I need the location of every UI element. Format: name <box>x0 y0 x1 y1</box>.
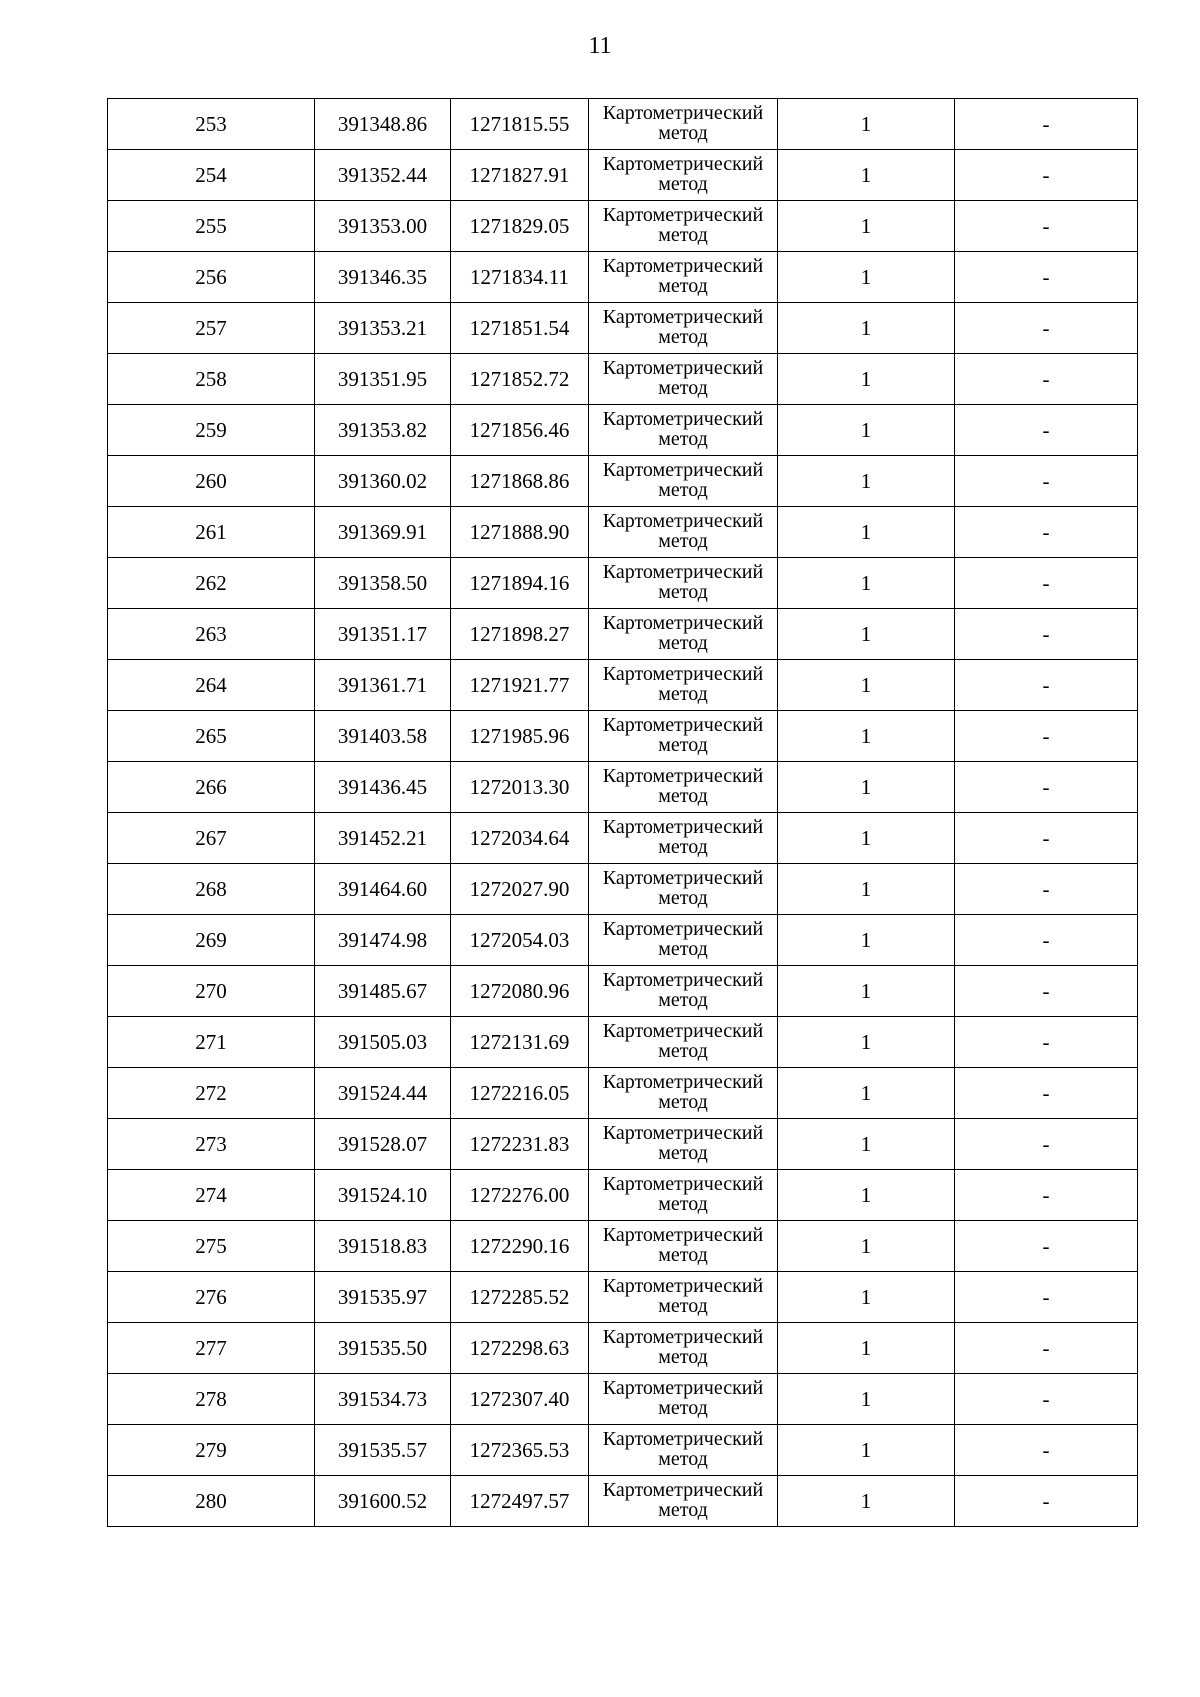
point-number-cell: 262 <box>108 558 315 609</box>
y-coordinate-cell: 1272054.03 <box>451 915 589 966</box>
table-row <box>108 1476 1138 1527</box>
point-number-cell: 254 <box>108 150 315 201</box>
y-coordinate-cell: 1271827.91 <box>451 150 589 201</box>
method-cell: Картометрический метод <box>589 1374 778 1425</box>
table-row <box>108 558 1138 609</box>
method-cell: Картометрический метод <box>589 711 778 762</box>
table-row <box>108 201 1138 252</box>
x-coordinate-cell: 391464.60 <box>315 864 451 915</box>
y-coordinate-cell: 1271829.05 <box>451 201 589 252</box>
method-cell: Картометрический метод <box>589 558 778 609</box>
accuracy-cell: 1 <box>778 1119 955 1170</box>
point-number-cell: 265 <box>108 711 315 762</box>
point-number-cell: 267 <box>108 813 315 864</box>
y-coordinate-cell: 1272013.30 <box>451 762 589 813</box>
method-cell: Картометрический метод <box>589 762 778 813</box>
method-cell: Картометрический метод <box>589 1476 778 1527</box>
note-cell: - <box>955 201 1138 252</box>
note-cell: - <box>955 1425 1138 1476</box>
x-coordinate-cell: 391369.91 <box>315 507 451 558</box>
y-coordinate-cell: 1272231.83 <box>451 1119 589 1170</box>
method-cell: Картометрический метод <box>589 813 778 864</box>
method-cell: Картометрический метод <box>589 354 778 405</box>
table-row <box>108 1272 1138 1323</box>
point-number-cell: 274 <box>108 1170 315 1221</box>
coordinates-table <box>107 98 1138 1527</box>
point-number-cell: 277 <box>108 1323 315 1374</box>
x-coordinate-cell: 391353.82 <box>315 405 451 456</box>
y-coordinate-cell: 1272290.16 <box>451 1221 589 1272</box>
y-coordinate-cell: 1271898.27 <box>451 609 589 660</box>
method-cell: Картометрический метод <box>589 609 778 660</box>
method-cell: Картометрический метод <box>589 1170 778 1221</box>
table-row <box>108 99 1138 150</box>
table-row <box>108 1017 1138 1068</box>
point-number-cell: 263 <box>108 609 315 660</box>
method-cell: Картометрический метод <box>589 201 778 252</box>
y-coordinate-cell: 1271888.90 <box>451 507 589 558</box>
method-cell: Картометрический метод <box>589 456 778 507</box>
x-coordinate-cell: 391505.03 <box>315 1017 451 1068</box>
accuracy-cell: 1 <box>778 201 955 252</box>
table-row <box>108 813 1138 864</box>
y-coordinate-cell: 1272285.52 <box>451 1272 589 1323</box>
table-row <box>108 1425 1138 1476</box>
note-cell: - <box>955 762 1138 813</box>
point-number-cell: 256 <box>108 252 315 303</box>
point-number-cell: 266 <box>108 762 315 813</box>
point-number-cell: 273 <box>108 1119 315 1170</box>
y-coordinate-cell: 1271921.77 <box>451 660 589 711</box>
table-row <box>108 966 1138 1017</box>
table-row <box>108 405 1138 456</box>
accuracy-cell: 1 <box>778 609 955 660</box>
note-cell: - <box>955 864 1138 915</box>
x-coordinate-cell: 391452.21 <box>315 813 451 864</box>
x-coordinate-cell: 391353.00 <box>315 201 451 252</box>
x-coordinate-cell: 391535.57 <box>315 1425 451 1476</box>
point-number-cell: 276 <box>108 1272 315 1323</box>
table-row <box>108 303 1138 354</box>
method-cell: Картометрический метод <box>589 1425 778 1476</box>
x-coordinate-cell: 391474.98 <box>315 915 451 966</box>
table-row <box>108 1221 1138 1272</box>
point-number-cell: 253 <box>108 99 315 150</box>
note-cell: - <box>955 1221 1138 1272</box>
x-coordinate-cell: 391524.10 <box>315 1170 451 1221</box>
point-number-cell: 279 <box>108 1425 315 1476</box>
x-coordinate-cell: 391600.52 <box>315 1476 451 1527</box>
y-coordinate-cell: 1271851.54 <box>451 303 589 354</box>
y-coordinate-cell: 1272298.63 <box>451 1323 589 1374</box>
note-cell: - <box>955 1119 1138 1170</box>
method-cell: Картометрический метод <box>589 864 778 915</box>
x-coordinate-cell: 391403.58 <box>315 711 451 762</box>
table-row <box>108 915 1138 966</box>
table-row <box>108 711 1138 762</box>
accuracy-cell: 1 <box>778 1068 955 1119</box>
accuracy-cell: 1 <box>778 405 955 456</box>
x-coordinate-cell: 391352.44 <box>315 150 451 201</box>
y-coordinate-cell: 1272034.64 <box>451 813 589 864</box>
note-cell: - <box>955 711 1138 762</box>
method-cell: Картометрический метод <box>589 1221 778 1272</box>
accuracy-cell: 1 <box>778 711 955 762</box>
table-row <box>108 609 1138 660</box>
y-coordinate-cell: 1271815.55 <box>451 99 589 150</box>
method-cell: Картометрический метод <box>589 915 778 966</box>
note-cell: - <box>955 915 1138 966</box>
x-coordinate-cell: 391361.71 <box>315 660 451 711</box>
note-cell: - <box>955 252 1138 303</box>
table-row <box>108 762 1138 813</box>
table-row <box>108 252 1138 303</box>
note-cell: - <box>955 1068 1138 1119</box>
point-number-cell: 272 <box>108 1068 315 1119</box>
y-coordinate-cell: 1271868.86 <box>451 456 589 507</box>
x-coordinate-cell: 391485.67 <box>315 966 451 1017</box>
point-number-cell: 269 <box>108 915 315 966</box>
method-cell: Картометрический метод <box>589 150 778 201</box>
method-cell: Картометрический метод <box>589 1323 778 1374</box>
y-coordinate-cell: 1272307.40 <box>451 1374 589 1425</box>
x-coordinate-cell: 391348.86 <box>315 99 451 150</box>
accuracy-cell: 1 <box>778 558 955 609</box>
y-coordinate-cell: 1272216.05 <box>451 1068 589 1119</box>
x-coordinate-cell: 391524.44 <box>315 1068 451 1119</box>
page-number: 11 <box>588 33 612 59</box>
y-coordinate-cell: 1272080.96 <box>451 966 589 1017</box>
accuracy-cell: 1 <box>778 303 955 354</box>
note-cell: - <box>955 99 1138 150</box>
note-cell: - <box>955 966 1138 1017</box>
note-cell: - <box>955 456 1138 507</box>
accuracy-cell: 1 <box>778 915 955 966</box>
note-cell: - <box>955 354 1138 405</box>
y-coordinate-cell: 1272497.57 <box>451 1476 589 1527</box>
accuracy-cell: 1 <box>778 99 955 150</box>
x-coordinate-cell: 391534.73 <box>315 1374 451 1425</box>
point-number-cell: 280 <box>108 1476 315 1527</box>
accuracy-cell: 1 <box>778 1017 955 1068</box>
x-coordinate-cell: 391535.97 <box>315 1272 451 1323</box>
x-coordinate-cell: 391535.50 <box>315 1323 451 1374</box>
point-number-cell: 260 <box>108 456 315 507</box>
accuracy-cell: 1 <box>778 864 955 915</box>
note-cell: - <box>955 660 1138 711</box>
point-number-cell: 258 <box>108 354 315 405</box>
accuracy-cell: 1 <box>778 660 955 711</box>
x-coordinate-cell: 391436.45 <box>315 762 451 813</box>
accuracy-cell: 1 <box>778 1221 955 1272</box>
note-cell: - <box>955 609 1138 660</box>
y-coordinate-cell: 1271856.46 <box>451 405 589 456</box>
method-cell: Картометрический метод <box>589 1068 778 1119</box>
accuracy-cell: 1 <box>778 966 955 1017</box>
accuracy-cell: 1 <box>778 1476 955 1527</box>
accuracy-cell: 1 <box>778 1323 955 1374</box>
note-cell: - <box>955 813 1138 864</box>
accuracy-cell: 1 <box>778 1170 955 1221</box>
point-number-cell: 255 <box>108 201 315 252</box>
point-number-cell: 271 <box>108 1017 315 1068</box>
note-cell: - <box>955 1476 1138 1527</box>
method-cell: Картометрический метод <box>589 1272 778 1323</box>
x-coordinate-cell: 391351.17 <box>315 609 451 660</box>
x-coordinate-cell: 391351.95 <box>315 354 451 405</box>
coordinates-table-body <box>108 99 1138 1527</box>
table-row <box>108 864 1138 915</box>
method-cell: Картометрический метод <box>589 966 778 1017</box>
method-cell: Картометрический метод <box>589 660 778 711</box>
point-number-cell: 270 <box>108 966 315 1017</box>
table-row <box>108 1068 1138 1119</box>
x-coordinate-cell: 391353.21 <box>315 303 451 354</box>
accuracy-cell: 1 <box>778 150 955 201</box>
x-coordinate-cell: 391346.35 <box>315 252 451 303</box>
note-cell: - <box>955 1272 1138 1323</box>
point-number-cell: 257 <box>108 303 315 354</box>
x-coordinate-cell: 391360.02 <box>315 456 451 507</box>
table-row <box>108 660 1138 711</box>
table-row <box>108 1170 1138 1221</box>
accuracy-cell: 1 <box>778 456 955 507</box>
accuracy-cell: 1 <box>778 762 955 813</box>
x-coordinate-cell: 391518.83 <box>315 1221 451 1272</box>
note-cell: - <box>955 1170 1138 1221</box>
method-cell: Картометрический метод <box>589 405 778 456</box>
table-row <box>108 150 1138 201</box>
table-row <box>108 1374 1138 1425</box>
y-coordinate-cell: 1271985.96 <box>451 711 589 762</box>
accuracy-cell: 1 <box>778 507 955 558</box>
method-cell: Картометрический метод <box>589 1119 778 1170</box>
point-number-cell: 259 <box>108 405 315 456</box>
accuracy-cell: 1 <box>778 1272 955 1323</box>
method-cell: Картометрический метод <box>589 303 778 354</box>
x-coordinate-cell: 391358.50 <box>315 558 451 609</box>
method-cell: Картометрический метод <box>589 252 778 303</box>
accuracy-cell: 1 <box>778 252 955 303</box>
accuracy-cell: 1 <box>778 354 955 405</box>
accuracy-cell: 1 <box>778 813 955 864</box>
x-coordinate-cell: 391528.07 <box>315 1119 451 1170</box>
method-cell: Картометрический метод <box>589 1017 778 1068</box>
accuracy-cell: 1 <box>778 1374 955 1425</box>
method-cell: Картометрический метод <box>589 99 778 150</box>
table-row <box>108 1323 1138 1374</box>
table-row <box>108 1119 1138 1170</box>
note-cell: - <box>955 558 1138 609</box>
note-cell: - <box>955 303 1138 354</box>
y-coordinate-cell: 1272365.53 <box>451 1425 589 1476</box>
table-row <box>108 354 1138 405</box>
note-cell: - <box>955 507 1138 558</box>
note-cell: - <box>955 1323 1138 1374</box>
y-coordinate-cell: 1271894.16 <box>451 558 589 609</box>
note-cell: - <box>955 405 1138 456</box>
note-cell: - <box>955 150 1138 201</box>
point-number-cell: 275 <box>108 1221 315 1272</box>
y-coordinate-cell: 1272027.90 <box>451 864 589 915</box>
table-row <box>108 507 1138 558</box>
point-number-cell: 261 <box>108 507 315 558</box>
y-coordinate-cell: 1271834.11 <box>451 252 589 303</box>
y-coordinate-cell: 1272276.00 <box>451 1170 589 1221</box>
y-coordinate-cell: 1272131.69 <box>451 1017 589 1068</box>
table-row <box>108 456 1138 507</box>
note-cell: - <box>955 1017 1138 1068</box>
accuracy-cell: 1 <box>778 1425 955 1476</box>
note-cell: - <box>955 1374 1138 1425</box>
y-coordinate-cell: 1271852.72 <box>451 354 589 405</box>
point-number-cell: 278 <box>108 1374 315 1425</box>
point-number-cell: 268 <box>108 864 315 915</box>
point-number-cell: 264 <box>108 660 315 711</box>
method-cell: Картометрический метод <box>589 507 778 558</box>
